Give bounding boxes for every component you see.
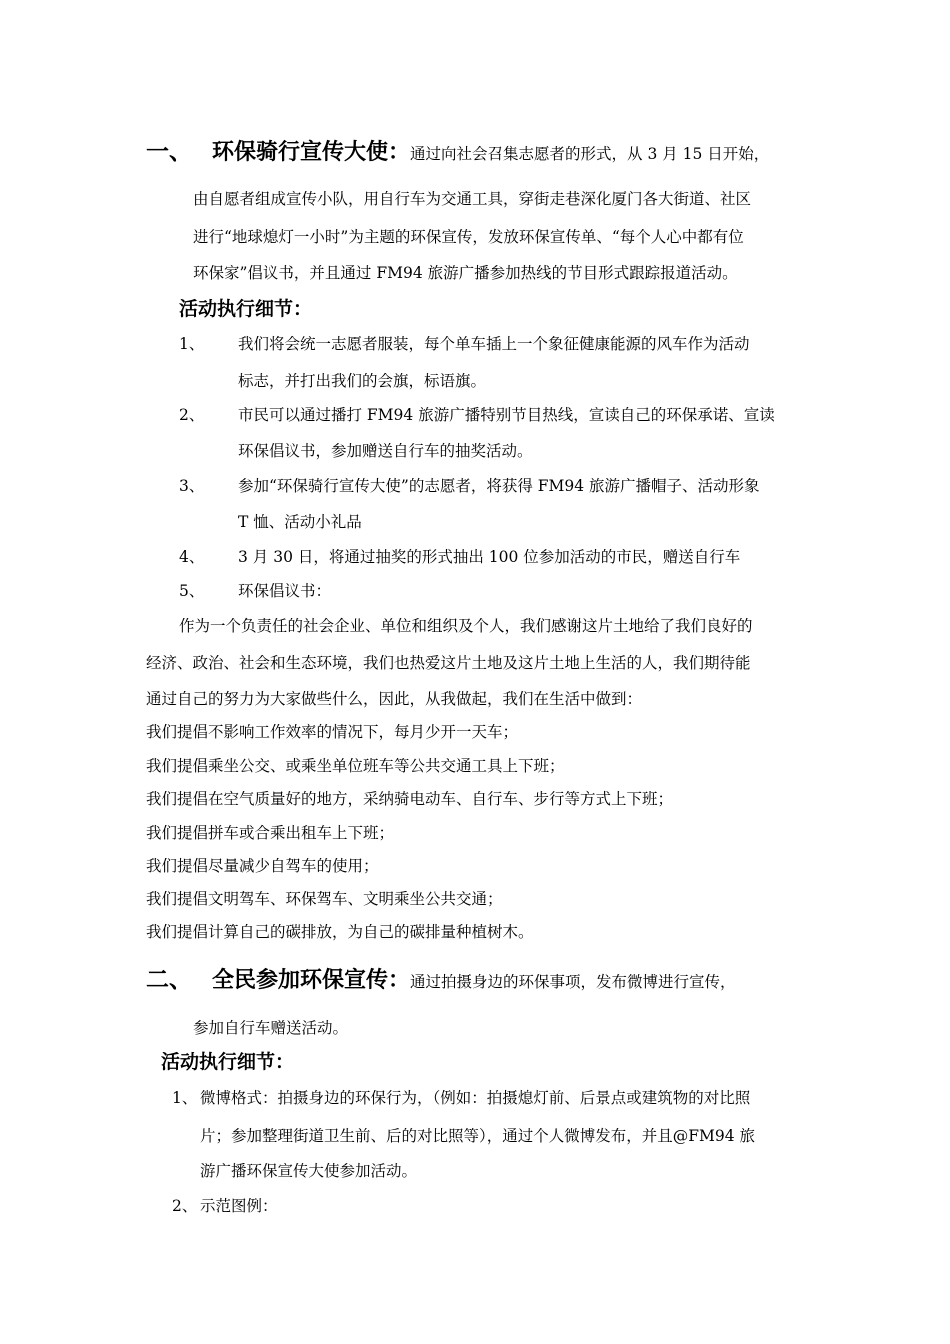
section1-number: 一、	[146, 139, 192, 165]
section1-item-number: 5、	[179, 582, 205, 600]
section2-item-number: 2、	[172, 1197, 198, 1215]
section1-item-text: 参加“环保骑行宣传大使”的志愿者，将获得 FM94 旅游广播帽子、活动形象	[238, 477, 760, 495]
pledge-line: 我们提倡在空气质量好的地方，采纳骑电动车、自行车、步行等方式上下班；	[146, 790, 674, 808]
section1-item-number: 3、	[179, 477, 205, 495]
section1-intro-line: 进行“地球熄灯一小时”为主题的环保宣传，发放环保宣传单、“每个人心中都有位	[193, 228, 744, 246]
section2-intro-line: 参加自行车赠送活动。	[193, 1019, 349, 1037]
section1-item-number: 2、	[179, 406, 205, 424]
pledge-line: 我们提倡拼车或合乘出租车上下班；	[146, 824, 395, 842]
section1-item-text: 标志，并打出我们的会旗，标语旗。	[238, 372, 487, 390]
section1-item-text: 我们将会统一志愿者服装，每个单车插上一个象征健康能源的风车作为活动	[238, 335, 750, 353]
section2-heading	[146, 965, 736, 997]
section2-item-text: 示范图例：	[200, 1197, 278, 1215]
section1-item-text: T 恤、活动小礼品	[238, 513, 362, 531]
pledge-line: 我们提倡计算自己的碳排放，为自己的碳排量种植树木。	[146, 923, 534, 941]
section2-details-heading: 活动执行细节：	[161, 1051, 295, 1073]
section1-item-number: 4、	[179, 548, 205, 566]
section1-item-text: 环保倡议书，参加赠送自行车的抽奖活动。	[238, 442, 533, 460]
proposal-line: 经济、政治、社会和生态环境，我们也热爱这片土地及这片土地上生活的人，我们期待能	[146, 654, 751, 672]
section1-heading	[146, 137, 769, 169]
section2-item-text: 微博格式：拍摄身边的环保行为，（例如：拍摄熄灯前、后景点或建筑物的对比照	[200, 1089, 751, 1107]
section1-item-text: 环保倡议书：	[238, 582, 332, 600]
section1-intro-line: 环保家”倡议书，并且通过 FM94 旅游广播参加热线的节目形式跟踪报道活动。	[193, 264, 738, 282]
section2-number: 二、	[146, 967, 192, 993]
section1-item-text: 市民可以通过播打 FM94 旅游广播特别节目热线，宣读自己的环保承诺、宣读	[238, 406, 775, 424]
section2-item-text: 游广播环保宣传大使参加活动。	[200, 1162, 418, 1180]
proposal-line: 通过自己的努力为大家做些什么，因此，从我做起，我们在生活中做到：	[146, 690, 643, 708]
section1-title: 环保骑行宣传大使：	[212, 140, 411, 165]
pledge-line: 我们提倡尽量减少自驾车的使用；	[146, 857, 379, 875]
pledge-line: 我们提倡文明驾车、环保驾车、文明乘坐公共交通；	[146, 890, 503, 908]
section1-item-number: 1、	[179, 335, 205, 353]
proposal-line: 作为一个负责任的社会企业、单位和组织及个人，我们感谢这片土地给了我们良好的	[179, 617, 753, 635]
pledge-line: 我们提倡乘坐公交、或乘坐单位班车等公共交通工具上下班；	[146, 757, 565, 775]
section1-details-heading: 活动执行细节：	[179, 298, 313, 320]
section2-item-number: 1、	[172, 1089, 198, 1107]
section2-intro-first: 通过拍摄身边的环保事项，发布微博进行宣传，	[410, 973, 736, 991]
section1-item-text: 3 月 30 日，将通过抽奖的形式抽出 100 位参加活动的市民，赠送自行车	[238, 548, 741, 566]
section1-intro-line: 由自愿者组成宣传小队，用自行车为交通工具，穿街走巷深化厦门各大街道、社区	[193, 190, 752, 208]
pledge-line: 我们提倡不影响工作效率的情况下，每月少开一天车；	[146, 723, 519, 741]
section2-title: 全民参加环保宣传：	[212, 968, 411, 993]
section2-item-text: 片；参加整理街道卫生前、后的对比照等），通过个人微博发布，并且@FM94 旅	[200, 1127, 756, 1145]
section1-intro-first: 通过向社会召集志愿者的形式，从 3 月 15 日开始，	[410, 145, 770, 163]
